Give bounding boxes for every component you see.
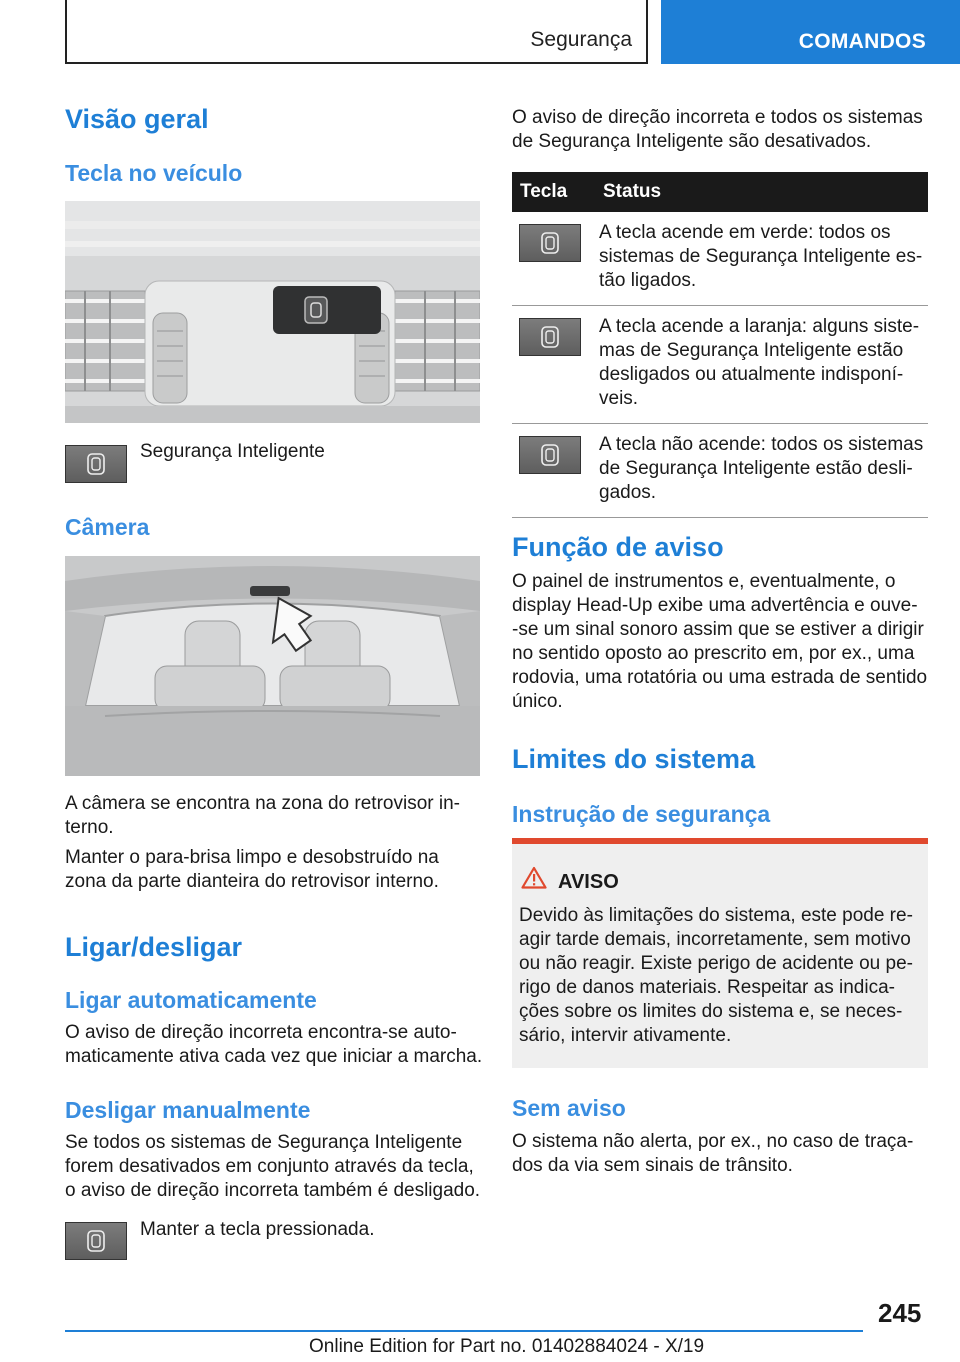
car-shield-icon: [519, 436, 581, 474]
footer-divider: [65, 1330, 863, 1332]
heading-safety-instruction: Instrução de segurança: [512, 801, 771, 827]
footer-edition: Online Edition for Part no. 01402884024 - X/19: [309, 1336, 705, 1357]
auto-on-text: O aviso de direção incorreta encontra-se auto- maticamente ativa cada vez que iniciar a marcha.: [65, 1022, 483, 1067]
camera-location-photo: [65, 556, 480, 776]
header-chapter-tab: [661, 0, 960, 64]
warning-title: AVISO: [558, 871, 619, 893]
no-warning-text: O sistema não alerta, por ex., no caso de traça- dos da via sem sinais de trânsito.: [512, 1131, 914, 1176]
heading-overview: Visão geral: [65, 104, 209, 134]
header-section-box: [65, 0, 648, 64]
header-section-title: Segurança: [530, 28, 632, 51]
table-row: [512, 212, 928, 306]
heading-no-warning: Sem aviso: [512, 1095, 626, 1121]
manual-off-text: Se todos os sistemas de Segurança Inteligente forem desativados em conjunto através da tecla, o aviso de direção incorreta também é desligado.: [65, 1132, 481, 1201]
dashboard-button-photo: [65, 201, 480, 423]
key-label: Segurança Inteligente: [140, 441, 325, 462]
warning-function-text: O painel de instrumentos e, eventualmente, o display Head-Up exibe uma advertência e ouve- -se um sinal sonoro assim que se estiver a dirigir no sentido oposto ao prescrito em, por ex., uma rodovia, uma rotatória ou uma estrada de sentido único.: [512, 571, 928, 712]
intro-text: O aviso de direção incorreta e todos os sistemas de Segurança Inteligente são desativados.: [512, 107, 923, 152]
header-chapter-title: COMANDOS: [798, 30, 926, 53]
hold-key-text: Manter a tecla pressionada.: [140, 1219, 375, 1240]
table-row: [512, 424, 928, 518]
car-shield-icon: [65, 445, 127, 483]
page-number: 245: [878, 1298, 922, 1328]
car-shield-icon: [519, 318, 581, 356]
heading-camera: Câmera: [65, 514, 150, 540]
heading-warning-function: Função de aviso: [512, 532, 724, 562]
table-header-key: Tecla: [512, 172, 595, 212]
heading-manual-off: Desligar manualmente: [65, 1097, 311, 1123]
car-shield-icon: [65, 1222, 127, 1260]
heading-auto-on: Ligar automaticamente: [65, 987, 317, 1013]
car-shield-icon: [519, 224, 581, 262]
camera-text-2: Manter o para-brisa limpo e desobstruído na zona da parte dianteira do retrovisor interno.: [65, 847, 439, 892]
table-row: [512, 306, 928, 424]
table-header-status: Status: [595, 172, 928, 212]
warning-text: Devido às limitações do sistema, este pode re- agir tarde demais, incorretamente, sem motivo ou não reagir. Existe perigo de acidente ou pe- rigo de danos materiais. Respeitar as indica- ções sobre os limites do sistema e, se neces- sário, intervir ativamente.: [519, 905, 913, 1046]
heading-button-in-vehicle: Tecla no veículo: [65, 160, 243, 186]
table-cell-status: A tecla não acende: todos os sistemas de Segurança Inteligente estão desli- gados.: [595, 424, 928, 518]
warning-box: [512, 838, 928, 1068]
heading-on-off: Ligar/desligar: [65, 932, 243, 962]
status-table: [512, 172, 928, 518]
heading-system-limits: Limites do sistema: [512, 744, 756, 774]
table-cell-status: A tecla acende em verde: todos os sistemas de Segurança Inteligente es- tão ligados.: [595, 212, 928, 306]
camera-text-1: A câmera se encontra na zona do retrovisor in- terno.: [65, 793, 460, 838]
table-cell-status: A tecla acende a laranja: alguns siste- mas de Segurança Inteligente estão desligados ou atualmente indisponí- veis.: [595, 306, 928, 424]
warning-triangle-icon: [521, 866, 547, 889]
